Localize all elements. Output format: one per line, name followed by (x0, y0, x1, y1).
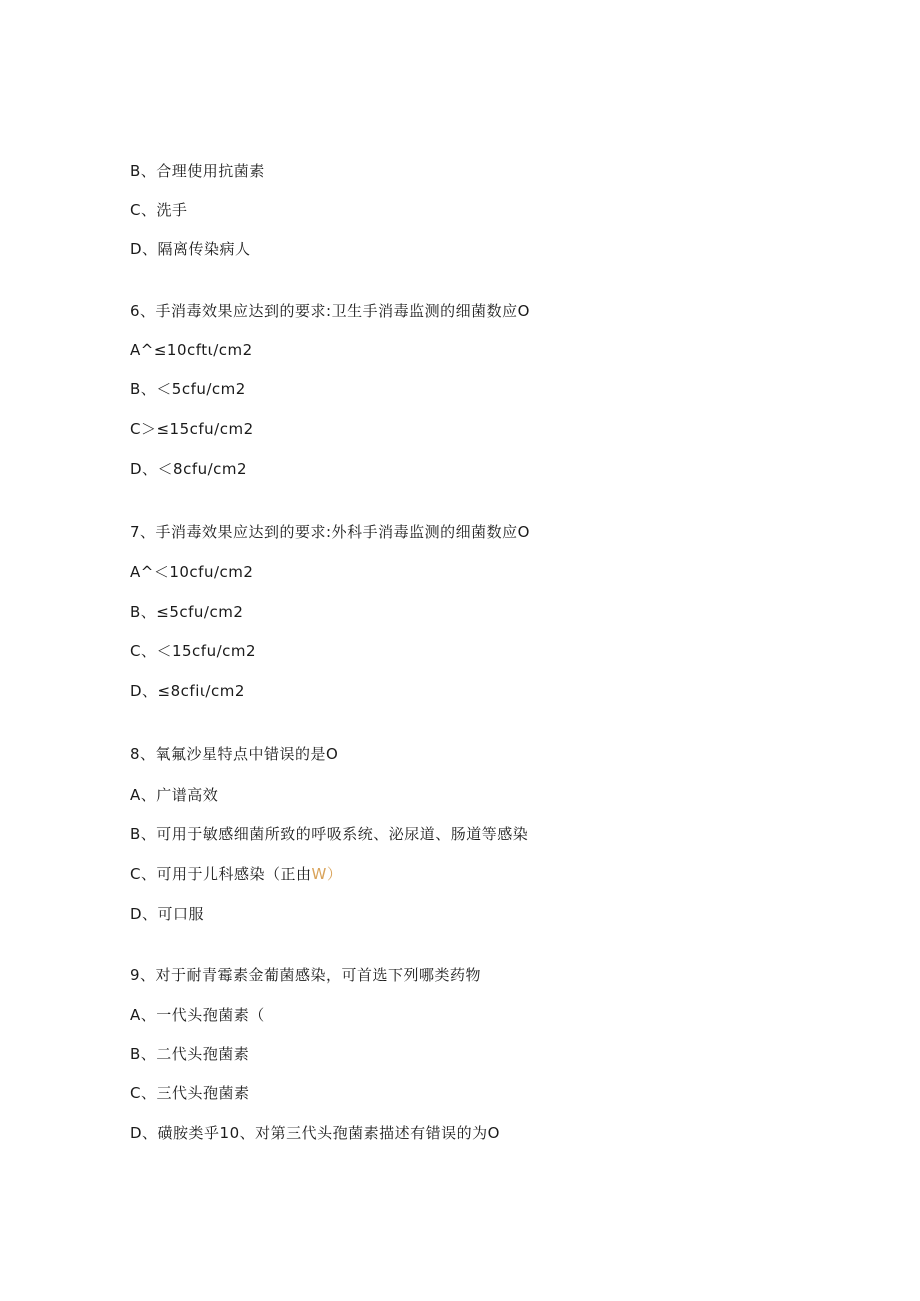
question-7: 7、手消毒效果应达到的要求:外科手消毒监测的细菌数应O (130, 523, 530, 541)
option-d-q8: D、可口服 (130, 905, 205, 923)
option-c-q5: C、洗手 (130, 201, 188, 219)
question-6: 6、手消毒效果应达到的要求:卫生手消毒监测的细菌数应O (130, 302, 530, 320)
option-c-q8 (130, 864, 342, 884)
question-8: 8、氧氟沙星特点中错误的是O (130, 745, 339, 763)
option-c-q6: C＞≤15cfu∕cm2 (130, 420, 254, 438)
option-c-q7: C、＜15cfu∕cm2 (130, 642, 257, 660)
option-b-q9: B、二代头孢菌素 (130, 1045, 250, 1063)
option-a-q8: A、广谱高效 (130, 786, 219, 804)
question-9: 9、对于耐青霉素金葡菌感染，可首选下列哪类药物 (130, 966, 482, 984)
option-c-q8-accent: W (311, 865, 327, 883)
option-a-q9: A、一代头孢菌素（ (130, 1006, 265, 1024)
option-b-q6: B、＜5cfu∕cm2 (130, 380, 246, 398)
option-c-q8-close-paren: ） (326, 865, 343, 883)
option-d-q7: D、≤8cfiι∕cm2 (130, 682, 245, 700)
option-b-q7: B、≤5cfu∕cm2 (130, 603, 244, 621)
option-c-q8-text: C、可用于儿科感染（正由 (130, 865, 312, 883)
option-d-q6: D、＜8cfu∕cm2 (130, 460, 248, 478)
option-c-q9: C、三代头孢菌素 (130, 1084, 250, 1102)
option-d-q9-and-question-10: D、磺胺类乎10、对第三代头孢菌素描述有错误的为O (130, 1124, 500, 1142)
option-b-q8: B、可用于敏感细菌所致的呼吸系统、泌尿道、肠道等感染 (130, 825, 529, 843)
option-a-q6: A^≤10cftι∕cm2 (130, 341, 253, 359)
option-b-q5: B、合理使用抗菌素 (130, 162, 265, 180)
option-d-q5: D、隔离传染病人 (130, 240, 251, 258)
option-a-q7: A^＜10cfu∕cm2 (130, 563, 254, 581)
